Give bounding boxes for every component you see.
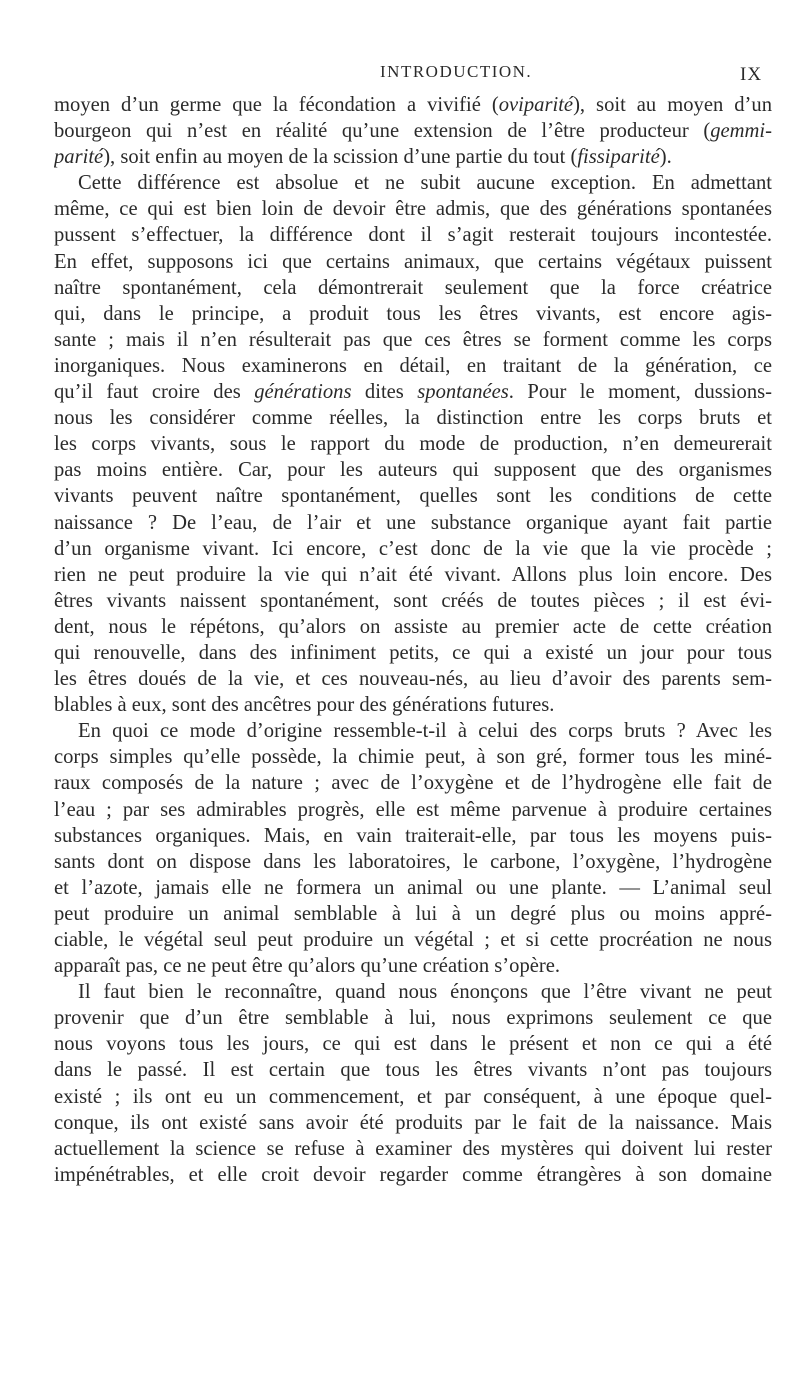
text-line: provenir que d’un être semblable à lui, nous exprimons seulement ce que [54, 1007, 772, 1030]
text-line: existé ; ils ont eu un commencement, et par conséquent, à une époque quel- [54, 1085, 772, 1108]
body-text [54, 92, 772, 1188]
text-line: qui, dans le principe, a produit tous les êtres vivants, est encore agis- [54, 302, 772, 325]
text-line: bourgeon qui n’est en réalité qu’une extension de l’être producteur (gemmi- [54, 120, 772, 143]
text-line: corps simples qu’elle possède, la chimie peut, à son gré, former tous les miné- [54, 746, 772, 769]
text-line: qu’il faut croire des générations dites spontanées. Pour le moment, dussions- [54, 381, 772, 404]
text-line: ciable, le végétal seul peut produire un végétal ; et si cette procréation ne nous [54, 929, 772, 951]
text-line: En quoi ce mode d’origine ressemble-t-il à celui des corps bruts ? Avec les [78, 720, 772, 743]
running-head [0, 62, 800, 90]
text-line: impénétrables, et elle croit devoir regarder comme étrangères à son domaine [54, 1163, 772, 1186]
text-line: substances organiques. Mais, en vain traiterait-elle, par tous les moyens puis- [54, 824, 772, 847]
text-line: dent, nous le répétons, qu’alors on assiste au premier acte de cette création [54, 615, 772, 638]
page-number: IX [740, 64, 763, 85]
text-line: êtres vivants naissent spontanément, sont créés de toutes pièces ; il est évi- [54, 589, 772, 612]
text-line: naître spontanément, cela démontrerait seulement que la force créatrice [54, 276, 772, 299]
text-line: peut produire un animal semblable à lui à un degré plus ou moins appré- [54, 902, 772, 925]
text-line: actuellement la science se refuse à examiner des mystères qui doivent lui rester [54, 1137, 772, 1160]
text-line: naissance ? De l’eau, de l’air et une substance organique ayant fait partie [54, 511, 772, 534]
text-line: les êtres doués de la vie, et ces nouveau-nés, au lieu d’avoir des parents sem- [54, 668, 772, 691]
text-line: pas moins entière. Car, pour les auteurs qui supposent que des organismes [54, 459, 772, 482]
text-line: apparaît pas, ce ne peut être qu’alors qu’une création s’opère. [54, 955, 561, 978]
running-title: INTRODUCTION. [380, 62, 533, 81]
text-line: qui renouvelle, dans des infiniment petits, ce qui a existé un jour pour tous [54, 641, 772, 664]
text-line: moyen d’un germe que la fécondation a vivifié (oviparité), soit au moyen d’un [54, 94, 772, 116]
text-line: blables à eux, sont des ancêtres pour des générations futures. [54, 694, 555, 717]
text-line: parité), soit enfin au moyen de la scission d’une partie du tout (fissiparité). [54, 146, 672, 169]
text-line: Il faut bien le reconnaître, quand nous énonçons que l’être vivant ne peut [78, 981, 772, 1004]
text-line: dans le passé. Il est certain que tous les êtres vivants n’ont pas toujours [54, 1059, 772, 1082]
text-line: En effet, supposons ici que certains animaux, que certains végétaux puissent [54, 250, 772, 273]
text-line: d’un organisme vivant. Ici encore, c’est donc de la vie que la vie procède ; [54, 537, 772, 560]
text-line: inorganiques. Nous examinerons en détail, en traitant de la génération, ce [54, 354, 772, 377]
text-line: pussent s’effectuer, la différence dont il s’agit resterait toujours incontestée. [54, 224, 772, 247]
text-line: même, ce qui est bien loin de devoir être admis, que des générations spontanées [54, 198, 772, 221]
text-line: raux composés de la nature ; avec de l’oxygène et de l’hydrogène elle fait de [54, 772, 772, 795]
text-line: sante ; mais il n’en résulterait pas que ces êtres se forment comme les corps [54, 328, 772, 351]
text-line: et l’azote, jamais elle ne formera un animal ou une plante. — L’animal seul [54, 876, 772, 899]
text-line: rien ne peut produire la vie qui n’ait été vivant. Allons plus loin encore. Des [54, 563, 772, 586]
text-line: les corps vivants, sous le rapport du mode de production, n’en demeurerait [54, 433, 772, 456]
text-line: l’eau ; par ses admirables progrès, elle est même parvenue à produire certaines [54, 798, 772, 821]
text-line: nous les considérer comme réelles, la distinction entre les corps bruts et [54, 407, 772, 430]
text-line: vivants peuvent naître spontanément, quelles sont les conditions de cette [54, 485, 772, 508]
text-line: Cette différence est absolue et ne subit aucune exception. En admettant [78, 172, 772, 195]
text-line: sants dont on dispose dans les laboratoires, le carbone, l’oxygène, l’hydrogène [54, 850, 772, 873]
text-line: conque, ils ont existé sans avoir été produits par le fait de la naissance. Mais [54, 1111, 772, 1134]
text-line: nous voyons tous les jours, ce qui est dans le présent et non ce qui a été [54, 1033, 772, 1056]
